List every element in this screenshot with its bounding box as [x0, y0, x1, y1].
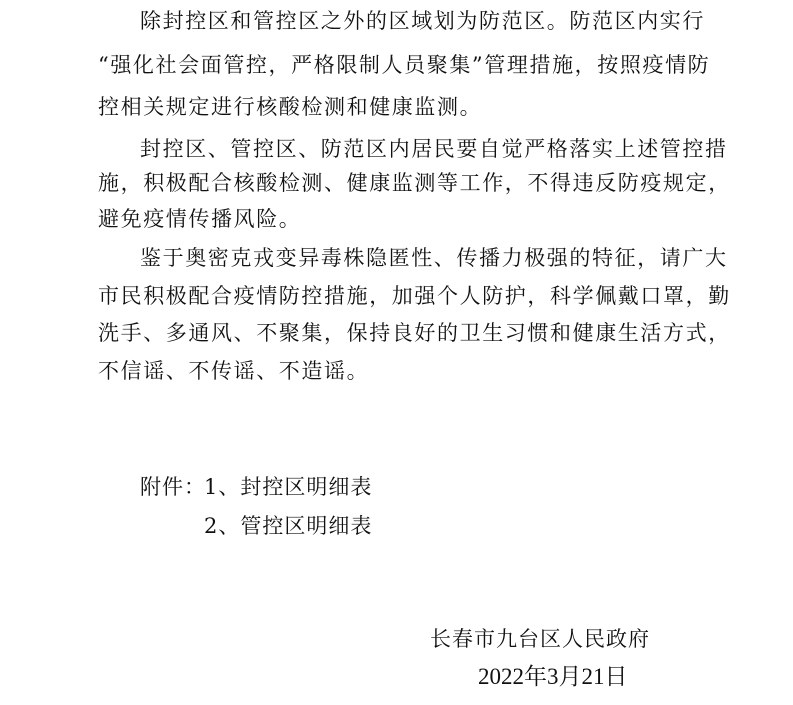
issuer-name: 长春市九台区人民政府 [430, 627, 650, 651]
attachments-label: 附件： [140, 475, 206, 499]
paragraph-1-line-1: 除封控区和管控区之外的区域划为防范区。防范区内实行 [140, 9, 705, 33]
paragraph-2-line-2: 施，积极配合核酸检测、健康监测等工作，不得违反防疫规定， [98, 171, 731, 195]
paragraph-3-line-2: 市民积极配合疫情防控措施，加强个人防护，科学佩戴口罩，勤 [98, 284, 731, 308]
paragraph-1-line-2: “强化社会面管控，严格限制人员聚集”管理措施，按照疫情防 [98, 53, 711, 77]
paragraph-1-line-3: 控相关规定进行核酸检测和健康监测。 [98, 95, 483, 119]
paragraph-2-line-1: 封控区、管控区、防范区内居民要自觉严格落实上述管控措 [140, 137, 728, 161]
paragraph-2-line-3: 避免疫情传播风险。 [98, 207, 302, 231]
issue-date: 2022年3月21日 [478, 664, 628, 689]
paragraph-3-line-4: 不信谣、不传谣、不造谣。 [98, 359, 370, 383]
paragraph-3-line-1: 鉴于奥密克戎变异毒株隐匿性、传播力极强的特征，请广大 [140, 246, 728, 270]
attachment-item-2: 2、管控区明细表 [204, 514, 373, 538]
paragraph-3-line-3: 洗手、多通风、不聚集，保持良好的卫生习惯和健康生活方式， [98, 321, 731, 345]
attachment-item-1: 1、封控区明细表 [204, 475, 373, 499]
